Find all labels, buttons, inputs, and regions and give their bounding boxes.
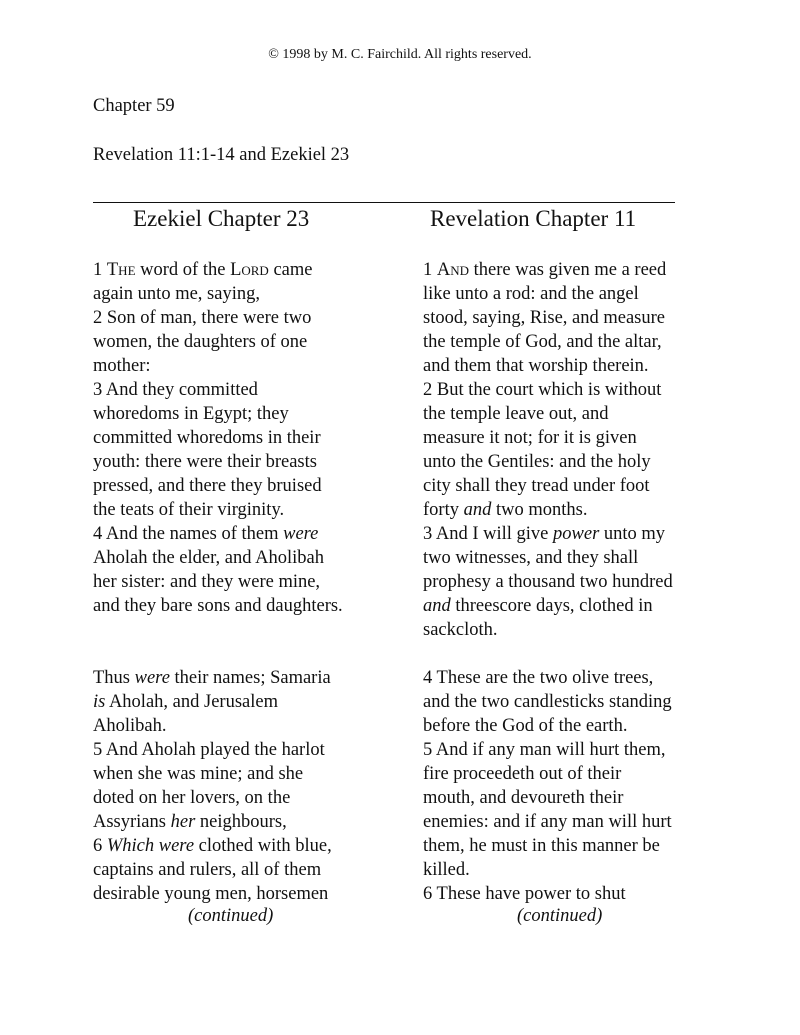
italic-text: power <box>553 524 600 544</box>
right-continued-label: (continued) <box>517 906 603 926</box>
text-run: and they bare sons and daughters. <box>93 596 343 616</box>
verse-line <box>93 498 393 522</box>
verse-line <box>423 786 723 810</box>
verse-line <box>93 402 393 426</box>
verse-line <box>93 714 393 738</box>
verse-line <box>93 330 393 354</box>
verse-line <box>93 762 393 786</box>
verse-line <box>423 354 723 378</box>
text-run: forty <box>423 500 464 520</box>
verse-line <box>93 594 393 618</box>
text-run: there was given me a reed <box>469 260 667 280</box>
text-run: her sister: and they were mine, <box>93 572 321 592</box>
verse-line <box>93 738 393 762</box>
verse-line <box>423 378 723 402</box>
text-run: women, the daughters of one <box>93 332 308 352</box>
right-column-title: Revelation Chapter 11 <box>430 206 637 231</box>
verse-line <box>423 258 723 282</box>
verse-line <box>423 858 723 882</box>
verse-line <box>423 330 723 354</box>
verse-line <box>423 426 723 450</box>
italic-text: Which were <box>106 836 195 856</box>
text-run: doted on her lovers, on the <box>93 788 291 808</box>
verse-line <box>423 714 723 738</box>
verse-line <box>423 738 723 762</box>
italic-text: and <box>463 500 492 520</box>
italic-text: were <box>283 524 319 544</box>
text-run: desirable young men, horsemen <box>93 884 329 904</box>
text-run: 3 And they committed <box>93 380 258 400</box>
verse-line <box>423 306 723 330</box>
verse-line <box>423 282 723 306</box>
italic-text: is <box>93 692 106 712</box>
text-run: 6 <box>93 836 107 856</box>
text-run: came <box>268 260 313 280</box>
verse-line <box>93 546 393 570</box>
text-run: 5 And Aholah played the harlot <box>93 740 325 760</box>
verse-line <box>423 834 723 858</box>
text-run: again unto me, saying, <box>93 284 260 304</box>
text-run: and the two candlesticks standing <box>423 692 672 712</box>
small-caps-text: The <box>106 260 136 280</box>
text-run: 3 And I will give <box>423 524 554 544</box>
text-run: neighbours, <box>195 812 287 832</box>
text-run: prophesy a thousand two hundred <box>423 572 673 592</box>
text-run: 2 But the court which is without <box>423 380 662 400</box>
verse-line <box>423 594 723 618</box>
text-run: like unto a rod: and the angel <box>423 284 639 304</box>
text-run: Assyrians <box>93 812 171 832</box>
text-run: Aholah the elder, and Aholibah <box>93 548 324 568</box>
text-run: stood, saying, Rise, and measure <box>423 308 665 328</box>
text-run: mouth, and devoureth their <box>423 788 624 808</box>
text-run: youth: there were their breasts <box>93 452 317 472</box>
text-run: measure it not; for it is given <box>423 428 637 448</box>
verse-line <box>93 690 393 714</box>
verse-line <box>93 834 393 858</box>
verse-line <box>93 426 393 450</box>
text-run: clothed with blue, <box>194 836 332 856</box>
text-run: before the God of the earth. <box>423 716 628 736</box>
text-run: two months. <box>491 500 588 520</box>
verse-line <box>93 570 393 594</box>
verse-line <box>93 282 393 306</box>
paragraph-gap <box>93 618 393 642</box>
text-run: sackcloth. <box>423 620 498 640</box>
text-run: Thus <box>93 668 135 688</box>
verse-line <box>93 258 393 282</box>
text-run: threescore days, clothed in <box>450 596 653 616</box>
verse-line <box>93 786 393 810</box>
copyright-notice: © 1998 by M. C. Fairchild. All rights reserved. <box>268 47 532 62</box>
verse-line <box>93 354 393 378</box>
verse-line <box>93 810 393 834</box>
italic-text: her <box>170 812 196 832</box>
paragraph-gap <box>93 642 393 666</box>
chapter-subtitle: Revelation 11:1-14 and Ezekiel 23 <box>93 145 350 165</box>
text-run: 5 And if any man will hurt them, <box>423 740 666 760</box>
verse-line <box>93 306 393 330</box>
text-run: city shall they tread under foot <box>423 476 650 496</box>
text-run: whoredoms in Egypt; they <box>93 404 289 424</box>
left-column-title: Ezekiel Chapter 23 <box>133 206 310 231</box>
text-run: 4 These are the two olive trees, <box>423 668 654 688</box>
italic-text: and <box>423 596 451 616</box>
verse-line <box>423 570 723 594</box>
text-run: pressed, and there they bruised <box>93 476 322 496</box>
verse-line <box>93 378 393 402</box>
verse-line <box>423 618 723 642</box>
verse-line <box>93 858 393 882</box>
text-run: 1 <box>423 260 437 280</box>
text-run: 2 Son of man, there were two <box>93 308 312 328</box>
left-continued-label: (continued) <box>188 906 274 926</box>
text-run: two witnesses, and they shall <box>423 548 639 568</box>
text-run: enemies: and if any man will hurt <box>423 812 672 832</box>
verse-line <box>423 474 723 498</box>
text-run: them, he must in this manner be <box>423 836 660 856</box>
text-run: and them that worship therein. <box>423 356 649 376</box>
verse-line <box>423 666 723 690</box>
verse-line <box>423 402 723 426</box>
verse-line <box>93 522 393 546</box>
verse-line <box>93 474 393 498</box>
text-run: their names; Samaria <box>169 668 331 688</box>
verse-line <box>423 546 723 570</box>
ezekiel-column <box>93 258 393 906</box>
text-run: 1 <box>93 260 107 280</box>
verse-line <box>423 450 723 474</box>
small-caps-text: And <box>436 260 470 280</box>
text-run: captains and rulers, all of them <box>93 860 322 880</box>
verse-line <box>423 810 723 834</box>
text-run: mother: <box>93 356 151 376</box>
verse-line <box>93 882 393 906</box>
text-run: committed whoredoms in their <box>93 428 321 448</box>
text-run: the teats of their virginity. <box>93 500 285 520</box>
verse-line <box>423 882 723 906</box>
text-run: word of the <box>135 260 231 280</box>
text-run: the temple of God, and the altar, <box>423 332 662 352</box>
chapter-label: Chapter 59 <box>93 96 175 116</box>
verse-line <box>423 498 723 522</box>
small-caps-text: Lord <box>230 260 269 280</box>
italic-text: were <box>134 668 170 688</box>
text-run: Aholah, and Jerusalem <box>105 692 278 712</box>
text-run: 6 These have power to shut <box>423 884 626 904</box>
verse-line <box>423 690 723 714</box>
text-run: 4 And the names of them <box>93 524 284 544</box>
text-run: unto my <box>599 524 666 544</box>
text-run: killed. <box>423 860 470 880</box>
verse-line <box>423 762 723 786</box>
text-run: the temple leave out, and <box>423 404 609 424</box>
paragraph-gap <box>423 642 723 666</box>
revelation-column <box>423 258 723 906</box>
horizontal-rule <box>93 202 675 203</box>
text-run: unto the Gentiles: and the holy <box>423 452 651 472</box>
text-run: when she was mine; and she <box>93 764 304 784</box>
text-run: Aholibah. <box>93 716 167 736</box>
verse-line <box>93 666 393 690</box>
text-run: fire proceedeth out of their <box>423 764 622 784</box>
verse-line <box>93 450 393 474</box>
verse-line <box>423 522 723 546</box>
